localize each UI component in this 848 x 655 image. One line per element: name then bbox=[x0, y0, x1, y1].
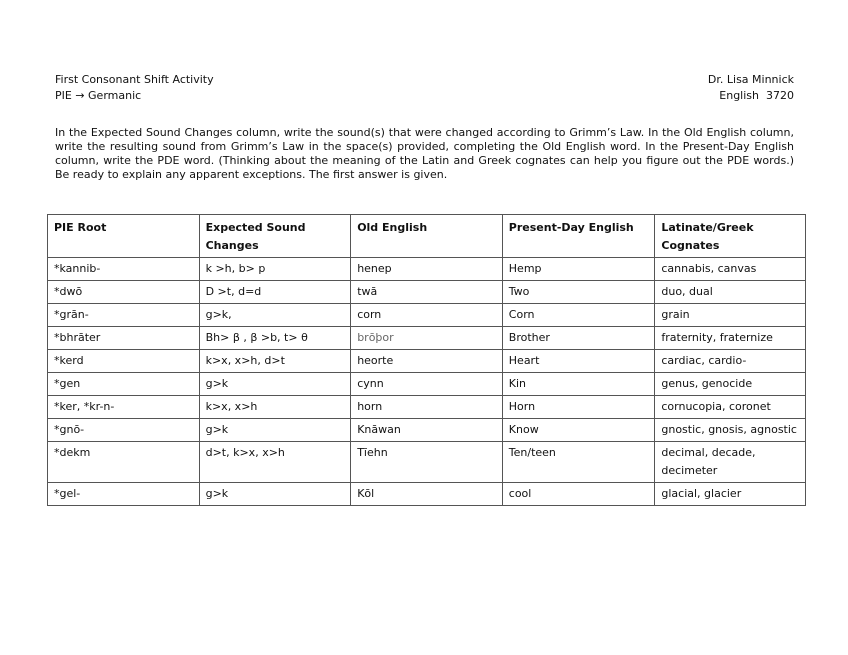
pde-cell: Hemp bbox=[502, 258, 655, 281]
activity-title: First Consonant Shift Activity bbox=[55, 73, 214, 86]
pde-cell: Brother bbox=[502, 327, 655, 350]
pie-root-cell: *dekm bbox=[48, 442, 200, 483]
pde-cell: Horn bbox=[502, 396, 655, 419]
table-row bbox=[48, 373, 806, 396]
table-row bbox=[48, 327, 806, 350]
header-left bbox=[55, 72, 214, 104]
pie-root-cell: *gnō- bbox=[48, 419, 200, 442]
old-english-cell: corn bbox=[351, 304, 503, 327]
instructor-name: Dr. Lisa Minnick bbox=[707, 73, 794, 86]
header-cognates: Latinate/Greek Cognates bbox=[655, 215, 806, 258]
header-pie-root: PIE Root bbox=[48, 215, 200, 258]
pde-cell: Two bbox=[502, 281, 655, 304]
cognates-cell: duo, dual bbox=[655, 281, 806, 304]
course-number: English 3720 bbox=[719, 89, 794, 102]
cognates-cell: glacial, glacier bbox=[655, 483, 806, 506]
table-row bbox=[48, 396, 806, 419]
old-english-cell: Knāwan bbox=[351, 419, 503, 442]
table-row bbox=[48, 350, 806, 373]
old-english-cell: horn bbox=[351, 396, 503, 419]
pie-root-cell: *ker, *kr-n- bbox=[48, 396, 200, 419]
pie-root-cell: *gen bbox=[48, 373, 200, 396]
table-row bbox=[48, 258, 806, 281]
cognates-cell: grain bbox=[655, 304, 806, 327]
pie-root-cell: *grān- bbox=[48, 304, 200, 327]
pie-root-cell: *kerd bbox=[48, 350, 200, 373]
cognates-cell: genus, genocide bbox=[655, 373, 806, 396]
cognates-cell: fraternity, fraternize bbox=[655, 327, 806, 350]
header-right bbox=[708, 72, 794, 104]
sound-changes-cell: Bh> β , β >b, t> θ bbox=[199, 327, 351, 350]
cognates-cell: cornucopia, coronet bbox=[655, 396, 806, 419]
table-row bbox=[48, 281, 806, 304]
activity-subtitle: PIE → Germanic bbox=[55, 89, 142, 102]
sound-changes-cell: k>x, x>h, d>t bbox=[199, 350, 351, 373]
old-english-cell: brōþor bbox=[351, 327, 503, 350]
cognates-cell: cannabis, canvas bbox=[655, 258, 806, 281]
header-present-day-english: Present-Day English bbox=[502, 215, 655, 258]
pie-root-cell: *dwō bbox=[48, 281, 200, 304]
table-header-row bbox=[48, 215, 806, 258]
old-english-cell: Tīehn bbox=[351, 442, 503, 483]
cognates-cell: cardiac, cardio- bbox=[655, 350, 806, 373]
pde-cell: Know bbox=[502, 419, 655, 442]
pde-cell: Corn bbox=[502, 304, 655, 327]
old-english-cell: heorte bbox=[351, 350, 503, 373]
sound-changes-cell: g>k bbox=[199, 483, 351, 506]
sound-changes-cell: D >t, d=d bbox=[199, 281, 351, 304]
sound-changes-cell: g>k, bbox=[199, 304, 351, 327]
cognates-cell: decimal, decade, decimeter bbox=[655, 442, 806, 483]
pde-cell: Heart bbox=[502, 350, 655, 373]
table-row bbox=[48, 442, 806, 483]
instructions-paragraph: In the Expected Sound Changes column, write the sound(s) that were changed according to Grimm’s Law. In the Old English column, write the resulting sound from Grimm’s Law in the space(s) provided, completing the Old English word. In the Present-Day English column, write the PDE word. (Thinking about the meaning of the Latin and Greek cognates can help you figure out the PDE words.) Be ready to explain any apparent exceptions. The first answer is given. bbox=[55, 126, 794, 181]
header-old-english: Old English bbox=[351, 215, 503, 258]
pde-cell: cool bbox=[502, 483, 655, 506]
old-english-cell: twā bbox=[351, 281, 503, 304]
old-english-cell: henep bbox=[351, 258, 503, 281]
pde-cell: Ten/teen bbox=[502, 442, 655, 483]
table-row bbox=[48, 419, 806, 442]
header-expected-sound-changes: Expected Sound Changes bbox=[199, 215, 351, 258]
sound-changes-cell: k>x, x>h bbox=[199, 396, 351, 419]
pie-root-cell: *kannib- bbox=[48, 258, 200, 281]
sound-changes-cell: g>k bbox=[199, 419, 351, 442]
old-english-cell: cynn bbox=[351, 373, 503, 396]
pie-root-cell: *bhrāter bbox=[48, 327, 200, 350]
cognates-cell: gnostic, gnosis, agnostic bbox=[655, 419, 806, 442]
old-english-cell: Kōl bbox=[351, 483, 503, 506]
sound-shift-table bbox=[47, 214, 806, 506]
table-row bbox=[48, 483, 806, 506]
pde-cell: Kin bbox=[502, 373, 655, 396]
table-row bbox=[48, 304, 806, 327]
sound-changes-cell: g>k bbox=[199, 373, 351, 396]
sound-changes-cell: d>t, k>x, x>h bbox=[199, 442, 351, 483]
pie-root-cell: *gel- bbox=[48, 483, 200, 506]
sound-changes-cell: k >h, b> p bbox=[199, 258, 351, 281]
